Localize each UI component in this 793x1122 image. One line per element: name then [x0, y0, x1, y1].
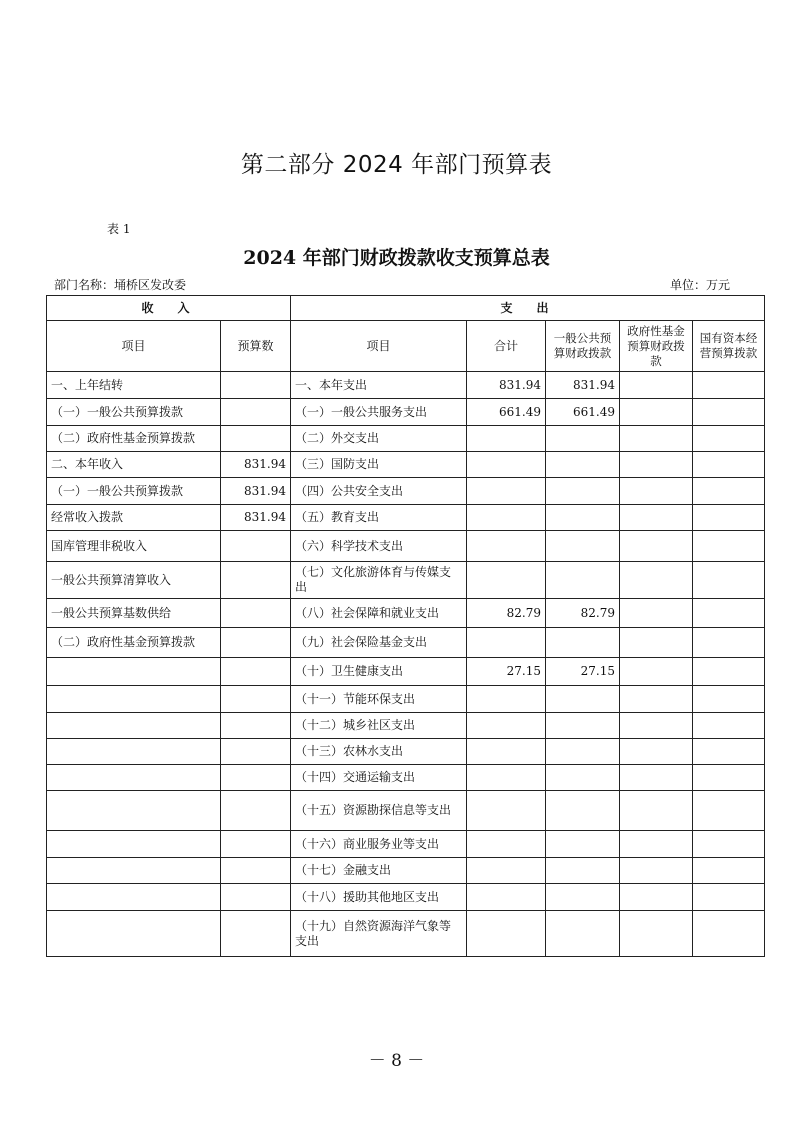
income-amount-cell: [221, 628, 291, 658]
expense-gov-fund-cell: [620, 765, 693, 791]
expense-item-cell: （十九）自然资源海洋气象等支出: [291, 911, 467, 957]
expense-gov-fund-cell: [620, 858, 693, 884]
table-number: 表 1: [107, 222, 131, 236]
expense-total-cell: [467, 831, 546, 858]
expense-total-cell: [467, 739, 546, 765]
income-item-cell: [47, 765, 221, 791]
expense-item-cell: （一）一般公共服务支出: [291, 399, 467, 426]
expense-total-cell: [467, 562, 546, 599]
expense-general-public-cell: [546, 505, 620, 531]
income-item-cell: （一）一般公共预算拨款: [47, 399, 221, 426]
expense-item-cell: （十三）农林水支出: [291, 739, 467, 765]
table-row: [47, 658, 765, 686]
expense-item-cell: （十一）节能环保支出: [291, 686, 467, 713]
header-row-section: [47, 296, 765, 321]
table-row: [47, 599, 765, 628]
expense-general-public-cell: [546, 628, 620, 658]
income-amount-cell: [221, 884, 291, 911]
income-amount-cell: [221, 791, 291, 831]
expense-gov-fund-cell: [620, 713, 693, 739]
expense-general-public-cell: 82.79: [546, 599, 620, 628]
table-row: [47, 399, 765, 426]
expense-total-header: 合计: [467, 321, 546, 372]
income-item-cell: 一般公共预算基数供给: [47, 599, 221, 628]
expense-gov-fund-cell: [620, 831, 693, 858]
income-item-cell: （二）政府性基金预算拨款: [47, 426, 221, 452]
income-item-cell: [47, 858, 221, 884]
income-item-cell: [47, 739, 221, 765]
expense-total-cell: 831.94: [467, 372, 546, 399]
expense-state-capital-cell: [693, 884, 765, 911]
expense-state-capital-cell: [693, 562, 765, 599]
expense-header: 支 出: [291, 296, 765, 321]
expense-total-cell: [467, 452, 546, 478]
expense-total-cell: [467, 505, 546, 531]
expense-general-public-cell: [546, 884, 620, 911]
page-number: － 8 －: [368, 1051, 425, 1071]
income-item-cell: [47, 791, 221, 831]
expense-item-cell: （十八）援助其他地区支出: [291, 884, 467, 911]
expense-item-cell: （十五）资源勘探信息等支出: [291, 791, 467, 831]
income-amount-cell: [221, 658, 291, 686]
income-amount-cell: [221, 713, 291, 739]
expense-total-cell: [467, 911, 546, 957]
income-amount-cell: [221, 399, 291, 426]
income-item-cell: （一）一般公共预算拨款: [47, 478, 221, 505]
expense-gov-fund-cell: [620, 658, 693, 686]
expense-general-public-cell: 661.49: [546, 399, 620, 426]
expense-state-capital-cell: [693, 831, 765, 858]
income-item-cell: 一般公共预算清算收入: [47, 562, 221, 599]
expense-general-public-cell: [546, 831, 620, 858]
part-title: 第二部分 2024 年部门预算表: [240, 152, 553, 178]
expense-item-cell: （十二）城乡社区支出: [291, 713, 467, 739]
gov-fund-header: 政府性基金预算财政拨款: [620, 321, 693, 372]
expense-general-public-cell: 831.94: [546, 372, 620, 399]
income-item-cell: [47, 713, 221, 739]
expense-general-public-cell: [546, 531, 620, 562]
expense-total-cell: [467, 791, 546, 831]
expense-state-capital-cell: [693, 505, 765, 531]
income-item-cell: 经常收入拨款: [47, 505, 221, 531]
income-item-cell: [47, 658, 221, 686]
table-row: [47, 478, 765, 505]
table-row: [47, 791, 765, 831]
expense-gov-fund-cell: [620, 531, 693, 562]
expense-state-capital-cell: [693, 599, 765, 628]
expense-state-capital-cell: [693, 858, 765, 884]
income-item-cell: [47, 884, 221, 911]
income-amount-cell: [221, 426, 291, 452]
expense-general-public-cell: [546, 713, 620, 739]
expense-total-cell: [467, 478, 546, 505]
expense-state-capital-cell: [693, 478, 765, 505]
income-amount-cell: [221, 739, 291, 765]
expense-item-cell: （四）公共安全支出: [291, 478, 467, 505]
expense-gov-fund-cell: [620, 399, 693, 426]
table-row: [47, 628, 765, 658]
income-amount-cell: [221, 599, 291, 628]
expense-general-public-cell: [546, 858, 620, 884]
expense-item-cell: （十七）金融支出: [291, 858, 467, 884]
expense-gov-fund-cell: [620, 739, 693, 765]
expense-item-cell: （二）外交支出: [291, 426, 467, 452]
expense-total-cell: [467, 628, 546, 658]
expense-total-cell: 82.79: [467, 599, 546, 628]
table-row: [47, 858, 765, 884]
expense-item-cell: （六）科学技术支出: [291, 531, 467, 562]
table-row: [47, 562, 765, 599]
income-item-cell: （二）政府性基金预算拨款: [47, 628, 221, 658]
table-title: 2024 年部门财政拨款收支预算总表: [243, 247, 550, 269]
table-row: [47, 713, 765, 739]
expense-general-public-cell: [546, 765, 620, 791]
expense-general-public-cell: [546, 562, 620, 599]
table-row: [47, 531, 765, 562]
income-amount-cell: [221, 562, 291, 599]
expense-total-cell: [467, 713, 546, 739]
income-amount-cell: [221, 531, 291, 562]
expense-item-cell: （十）卫生健康支出: [291, 658, 467, 686]
expense-gov-fund-cell: [620, 599, 693, 628]
expense-general-public-cell: [546, 426, 620, 452]
expense-general-public-cell: [546, 739, 620, 765]
expense-state-capital-cell: [693, 628, 765, 658]
income-amount-cell: [221, 911, 291, 957]
table-row: [47, 372, 765, 399]
expense-state-capital-cell: [693, 791, 765, 831]
unit-label: 单位：万元: [669, 278, 730, 292]
income-amount-cell: [221, 686, 291, 713]
expense-total-cell: [467, 765, 546, 791]
expense-item-cell: 一、本年支出: [291, 372, 467, 399]
table-row: [47, 686, 765, 713]
expense-gov-fund-cell: [620, 452, 693, 478]
department-name: 部门名称：埇桥区发改委: [54, 278, 187, 292]
income-item-cell: 二、本年收入: [47, 452, 221, 478]
table-row: [47, 911, 765, 957]
budget-table: [46, 295, 765, 957]
expense-gov-fund-cell: [620, 686, 693, 713]
state-capital-header: 国有资本经营预算拨款: [693, 321, 765, 372]
expense-item-cell: （五）教育支出: [291, 505, 467, 531]
expense-total-cell: [467, 686, 546, 713]
income-header: 收 入: [47, 296, 291, 321]
income-item-cell: [47, 831, 221, 858]
income-item-cell: [47, 686, 221, 713]
expense-state-capital-cell: [693, 739, 765, 765]
expense-state-capital-cell: [693, 713, 765, 739]
table-row: [47, 426, 765, 452]
expense-gov-fund-cell: [620, 791, 693, 831]
table-row: [47, 831, 765, 858]
table-row: [47, 884, 765, 911]
income-item-cell: 国库管理非税收入: [47, 531, 221, 562]
expense-general-public-cell: [546, 686, 620, 713]
table-row: [47, 505, 765, 531]
income-amount-cell: [221, 372, 291, 399]
expense-general-public-cell: [546, 478, 620, 505]
income-amount-cell: 831.94: [221, 505, 291, 531]
expense-gov-fund-cell: [620, 505, 693, 531]
income-item-header: 项目: [47, 321, 221, 372]
income-amount-cell: [221, 858, 291, 884]
expense-state-capital-cell: [693, 658, 765, 686]
expense-item-cell: （七）文化旅游体育与传媒支出: [291, 562, 467, 599]
expense-total-cell: [467, 531, 546, 562]
income-amount-header: 预算数: [221, 321, 291, 372]
expense-item-header: 项目: [291, 321, 467, 372]
expense-general-public-cell: [546, 911, 620, 957]
income-item-cell: 一、上年结转: [47, 372, 221, 399]
table-row: [47, 452, 765, 478]
table-row: [47, 765, 765, 791]
expense-state-capital-cell: [693, 531, 765, 562]
table-row: [47, 739, 765, 765]
expense-gov-fund-cell: [620, 372, 693, 399]
expense-gov-fund-cell: [620, 911, 693, 957]
expense-general-public-cell: [546, 452, 620, 478]
expense-state-capital-cell: [693, 426, 765, 452]
expense-state-capital-cell: [693, 765, 765, 791]
expense-total-cell: 27.15: [467, 658, 546, 686]
header-row-columns: [47, 321, 765, 372]
expense-gov-fund-cell: [620, 628, 693, 658]
expense-general-public-cell: [546, 791, 620, 831]
expense-gov-fund-cell: [620, 562, 693, 599]
expense-general-public-cell: 27.15: [546, 658, 620, 686]
expense-total-cell: [467, 426, 546, 452]
expense-item-cell: （八）社会保障和就业支出: [291, 599, 467, 628]
general-public-header: 一般公共预算财政拨款: [546, 321, 620, 372]
expense-total-cell: [467, 858, 546, 884]
expense-state-capital-cell: [693, 452, 765, 478]
income-amount-cell: 831.94: [221, 478, 291, 505]
income-item-cell: [47, 911, 221, 957]
expense-state-capital-cell: [693, 399, 765, 426]
expense-state-capital-cell: [693, 372, 765, 399]
income-amount-cell: 831.94: [221, 452, 291, 478]
expense-gov-fund-cell: [620, 884, 693, 911]
expense-total-cell: 661.49: [467, 399, 546, 426]
expense-gov-fund-cell: [620, 478, 693, 505]
expense-item-cell: （十六）商业服务业等支出: [291, 831, 467, 858]
expense-item-cell: （十四）交通运输支出: [291, 765, 467, 791]
expense-item-cell: （九）社会保险基金支出: [291, 628, 467, 658]
expense-state-capital-cell: [693, 686, 765, 713]
expense-item-cell: （三）国防支出: [291, 452, 467, 478]
expense-gov-fund-cell: [620, 426, 693, 452]
income-amount-cell: [221, 831, 291, 858]
expense-total-cell: [467, 884, 546, 911]
expense-state-capital-cell: [693, 911, 765, 957]
income-amount-cell: [221, 765, 291, 791]
